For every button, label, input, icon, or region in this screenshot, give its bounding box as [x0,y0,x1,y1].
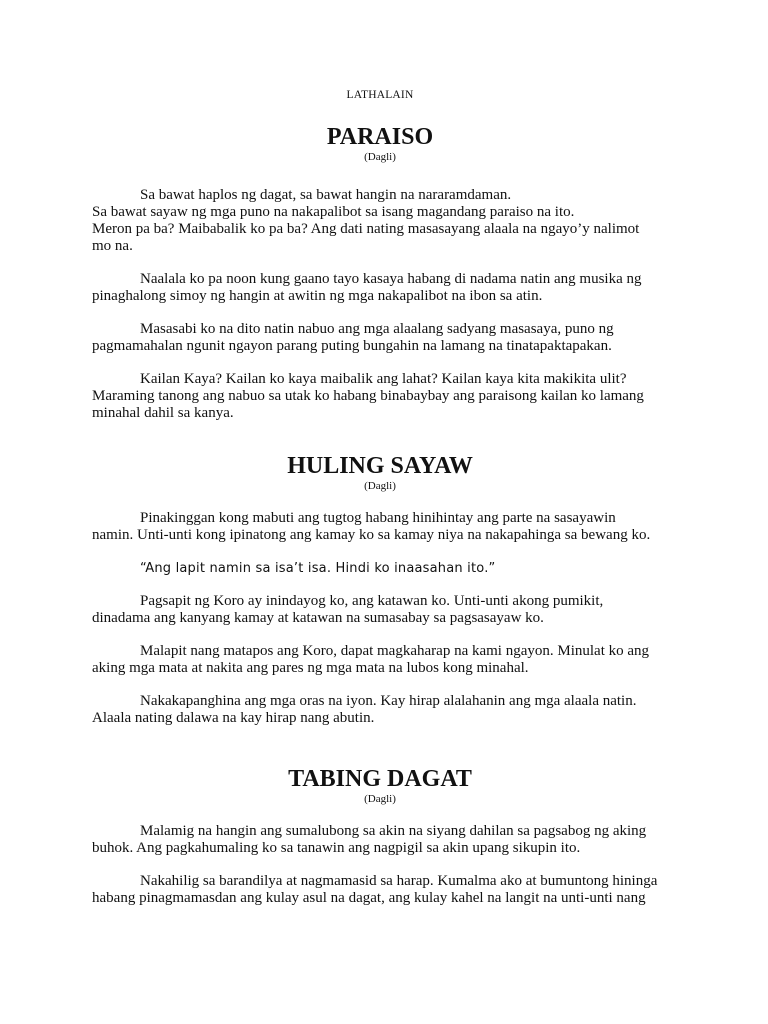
section-title-huling-sayaw: HULING SAYAW [287,453,473,479]
paragraph [92,643,668,677]
text-line: Masasabi ko na dito natin nabuo ang mga alaalang sadyang masasaya, puno ng [140,321,614,337]
text-line: aking mga mata at nakita ang pares ng mga mata na lubos kong minahal. [92,660,529,676]
text-line: Sa bawat sayaw ng mga puno na nakapalibot sa isang magandang paraiso na ito. [92,204,575,220]
text-line: pinaghalong simoy ng hangin at awitin ng mga nakapalibot na ibon sa atin. [92,288,543,304]
document-label: LATHALAIN [346,89,414,101]
text-line: Maraming tanong ang nabuo sa utak ko habang binabaybay ang paraisong kailan ko lamang [92,388,644,404]
text-line: Sa bawat haplos ng dagat, sa bawat hangin na nararamdaman. [140,187,512,203]
text-line: Nakakapanghina ang mga oras na iyon. Kay hirap alalahanin ang mga alaala natin. [140,693,637,709]
text-line: Malapit nang matapos ang Koro, dapat magkaharap na kami ngayon. Minulat ko ang [140,643,650,659]
paragraph [92,510,668,544]
section-title-paraiso: PARAISO [326,124,434,150]
text-line: pagmamahalan ngunit ngayon parang puting bungahin na lamang na tinatapaktapakan. [92,338,612,354]
text-line: Meron pa ba? Maibabalik ko pa ba? Ang dati nating masasayang alaala na ngayo’y nalimot [92,221,640,237]
text-line: mo na. [92,238,133,254]
section-subtitle-paraiso: (Dagli) [364,151,396,163]
text-line: Alaala nating dalawa na kay hirap nang abutin. [92,710,375,726]
text-line: habang pinagmamasdan ang kulay asul na dagat, ang kulay kahel na langit na unti-unti nang [92,890,646,906]
text-line: Kailan Kaya? Kailan ko kaya maibalik ang lahat? Kailan kaya kita makikita ulit? [140,371,627,387]
paragraph [92,187,668,255]
text-line: Naalala ko pa noon kung gaano tayo kasaya habang di nadama natin ang musika ng [140,271,642,287]
paragraph [92,873,668,907]
text-line: Pagsapit ng Koro ay inindayog ko, ang katawan ko. Unti-unti akong pumikit, [140,593,604,609]
paragraph [92,271,668,305]
text-line: dinadama ang kanyang kamay at katawan na sumasabay sa pagsasayaw ko. [92,610,544,626]
paragraph [92,823,668,857]
paragraph [92,321,668,355]
paragraph [92,593,668,627]
text-line: Pinakinggan kong mabuti ang tugtog habang hinihintay ang parte na sasayawin [140,510,616,526]
text-line: buhok. Ang pagkahumaling ko sa tanawin ang nagpigil sa akin upang sikupin ito. [92,840,581,856]
text-line: Nakahilig sa barandilya at nagmamasid sa harap. Kumalma ako at bumuntong hininga [140,873,658,889]
text-line: minahal dahil sa kanya. [92,405,234,421]
quote-line: “Ang lapit namin sa isa’t isa. Hindi ko inaasahan ito.” [140,561,496,576]
text-line: namin. Unti-unti kong ipinatong ang kamay ko sa kamay niya na nakapahinga sa bewang ko. [92,527,651,543]
section-title-tabing-dagat: TABING DAGAT [288,766,472,792]
paragraph [92,693,668,727]
section-subtitle-huling-sayaw: (Dagli) [364,480,396,492]
paragraph [92,560,668,577]
section-subtitle-tabing-dagat: (Dagli) [364,793,396,805]
paragraph [92,371,668,422]
text-line: Malamig na hangin ang sumalubong sa akin na siyang dahilan sa pagsabog ng aking [140,823,647,839]
